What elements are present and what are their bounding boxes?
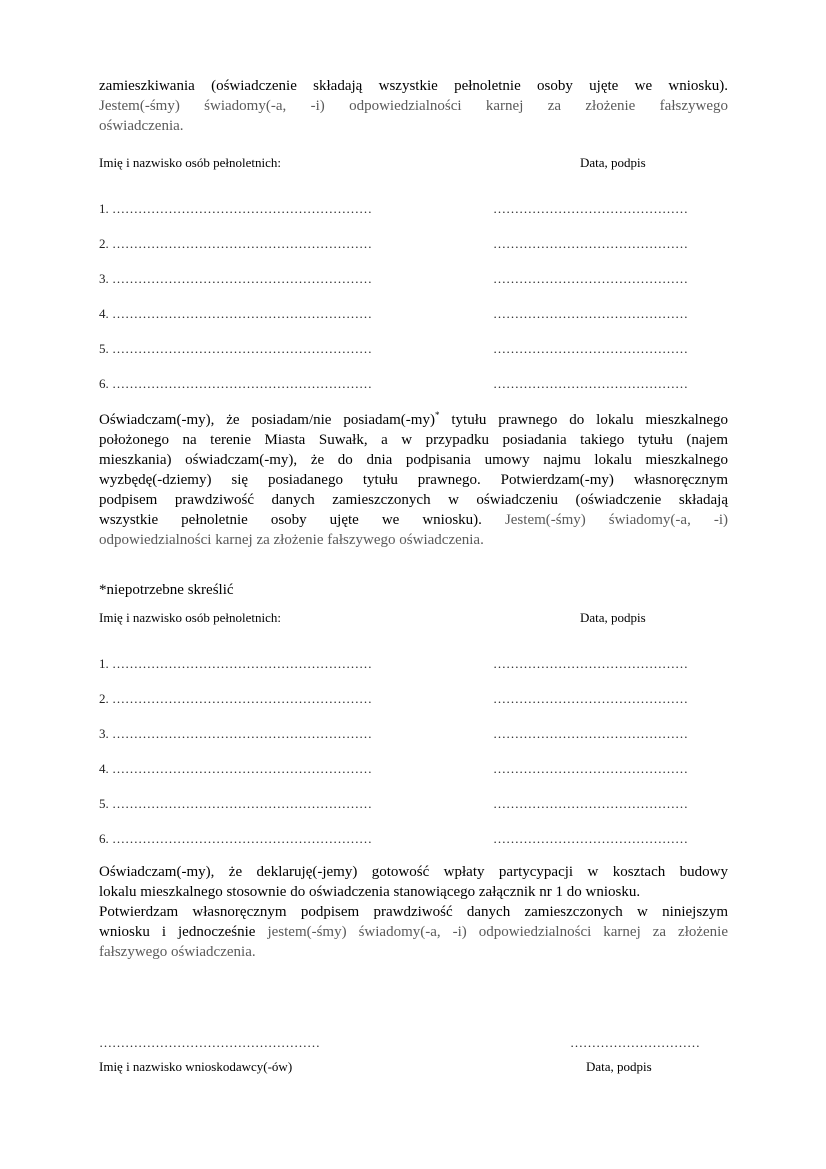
declaration-paragraph-3 [99,862,728,962]
applicant-name-signature-line: …………………………………………… [99,1035,320,1050]
text-span: Oświadczam(-my), że posiadam/nie posiadam(-my) [99,412,435,428]
footnote-text: *niepotrzebne skreślić [99,582,234,598]
name-signature-line: …………………………………………………… [112,796,372,811]
paragraph-line: odpowiedzialności karnej za złożenie fałszywego oświadczenia. [99,532,484,548]
row-number: 6. [99,376,109,391]
date-signature-line: ……………………………………… [493,726,688,741]
text-span: tytułu prawnego do lokalu mieszkalnego [439,412,729,428]
text-span: jestem(-śmy) świadomy(-a, -i) odpowiedzialności karnej za złożenie [267,924,729,940]
paragraph-line: fałszywego oświadczenia. [99,944,256,960]
paragraph-line [99,410,728,430]
paragraph-line: Jestem(-śmy) świadomy(-a, -i) odpowiedzialności karnej za złożenie fałszywego [99,98,728,114]
row-number: 1. [99,656,109,671]
name-signature-line: …………………………………………………… [112,236,372,251]
paragraph-line [99,922,728,942]
table-row [99,306,372,322]
paragraph-line: oświadczenia. [99,118,184,134]
declaration-paragraph-2 [99,410,728,550]
text-span: wszystkie pełnoletnie osoby ujęte we wniosku). [99,512,482,528]
table-row [99,726,372,742]
name-signature-line: …………………………………………………… [112,306,372,321]
date-signature-line: ……………………………………… [493,341,688,356]
paragraph-line: mieszkania) oświadczam(-my), że do dnia podpisania umowy najmu lokalu mieszkalnego [99,452,728,468]
row-number: 5. [99,341,109,356]
name-signature-line: …………………………………………………… [112,376,372,391]
name-signature-line: …………………………………………………… [112,201,372,216]
text-span: Jestem(-śmy) świadomy(-a, -i) [504,512,728,528]
date-signature-column-header: Data, podpis [580,610,646,625]
applicant-date-signature-line: ………………………… [570,1035,700,1050]
table-row [99,236,372,252]
name-signature-line: …………………………………………………… [112,726,372,741]
paragraph-line [99,510,728,530]
paragraph-line: lokalu mieszkalnego stosownie do oświadczenia stanowiącego załącznik nr 1 do wniosku. [99,884,641,900]
paragraph-line: zamieszkiwania (oświadczenie składają wszystkie pełnoletnie osoby ujęte we wniosku). [99,78,728,94]
date-signature-line: ……………………………………… [493,796,688,811]
name-signature-line: …………………………………………………… [112,271,372,286]
table-row [99,376,372,392]
table-row [99,271,372,287]
table-row [99,761,372,777]
paragraph-line: Oświadczam(-my), że deklaruję(-jemy) gotowość wpłaty partycypacji w kosztach budowy [99,864,728,880]
names-column-header: Imię i nazwisko osób pełnoletnich: [99,155,281,170]
date-signature-line: ……………………………………… [493,656,688,671]
name-signature-line: …………………………………………………… [112,761,372,776]
row-number: 3. [99,271,109,286]
row-number: 3. [99,726,109,741]
name-signature-line: …………………………………………………… [112,691,372,706]
date-signature-line: ……………………………………… [493,236,688,251]
row-number: 5. [99,796,109,811]
applicant-date-label: Data, podpis [586,1059,652,1074]
date-signature-line: ……………………………………… [493,691,688,706]
name-signature-line: …………………………………………………… [112,831,372,846]
date-signature-line: ……………………………………… [493,831,688,846]
table-row [99,201,372,217]
footnote-marker: * [434,410,440,420]
row-number: 1. [99,201,109,216]
declaration-paragraph-1 [99,76,728,136]
name-signature-line: …………………………………………………… [112,656,372,671]
table-row [99,796,372,812]
row-number: 2. [99,691,109,706]
date-signature-column-header: Data, podpis [580,155,646,170]
row-number: 6. [99,831,109,846]
paragraph-line: wyzbędę(-dziemy) się posiadanego tytułu prawnego. Potwierdzam(-my) własnoręcznym [99,472,728,488]
table-row [99,341,372,357]
text-span: wniosku i jednocześnie [99,924,256,940]
date-signature-line: ……………………………………… [493,306,688,321]
row-number: 2. [99,236,109,251]
paragraph-line: położonego na terenie Miasta Suwałk, a w przypadku posiadania takiego tytułu (najem [99,432,728,448]
name-signature-line: …………………………………………………… [112,341,372,356]
date-signature-line: ……………………………………… [493,376,688,391]
table-row [99,691,372,707]
row-number: 4. [99,761,109,776]
names-column-header: Imię i nazwisko osób pełnoletnich: [99,610,281,625]
paragraph-line: Potwierdzam własnoręcznym podpisem prawdziwość danych zamieszczonych w niniejszym [99,904,728,920]
date-signature-line: ……………………………………… [493,761,688,776]
applicant-name-label: Imię i nazwisko wnioskodawcy(-ów) [99,1059,293,1074]
date-signature-line: ……………………………………… [493,271,688,286]
row-number: 4. [99,306,109,321]
table-row [99,656,372,672]
date-signature-line: ……………………………………… [493,201,688,216]
table-row [99,831,372,847]
paragraph-line: podpisem prawdziwość danych zamieszczonych w oświadczeniu (oświadczenie składają [99,492,728,508]
